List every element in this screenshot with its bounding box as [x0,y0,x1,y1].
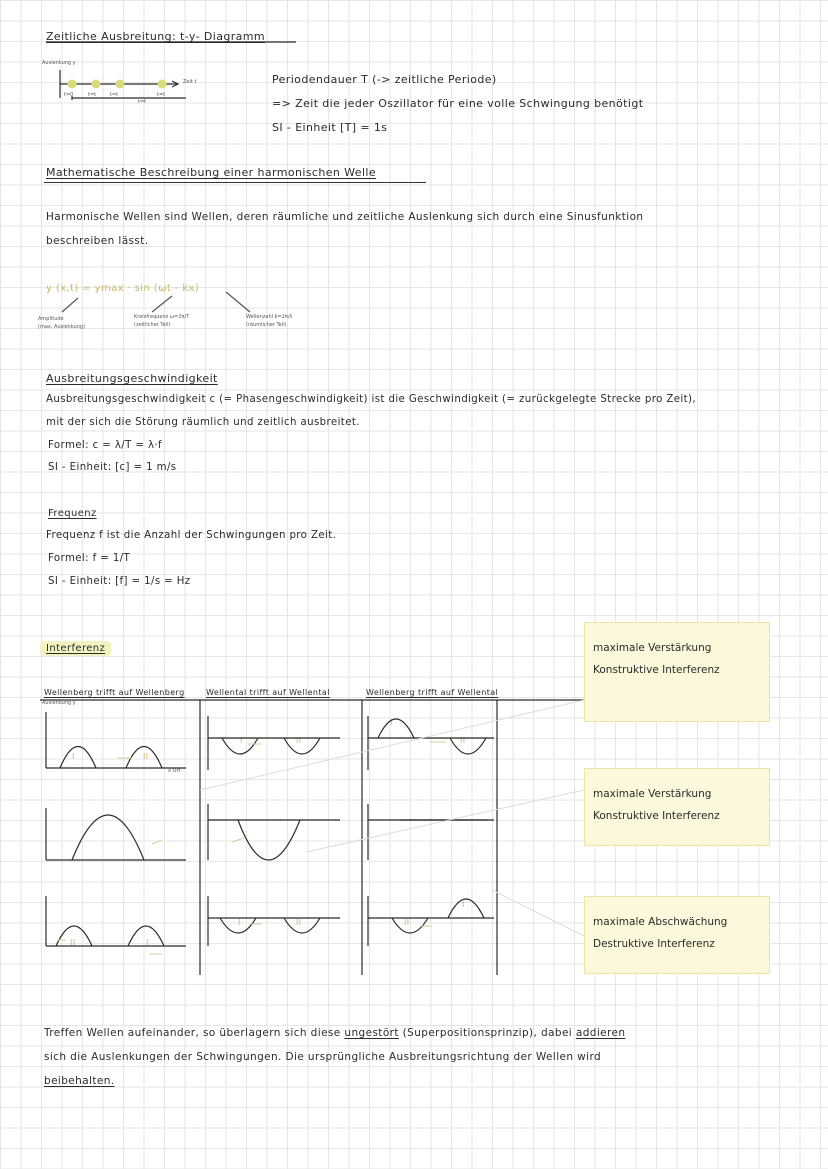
summary-line3: beibehalten. [44,1075,115,1087]
interference-axis-y: Auslenkung y [42,700,76,706]
summary-ungestoert: ungestört [344,1027,399,1039]
heading-frequenz: Frequenz [48,508,97,519]
wave-mark-row3-5: II [404,918,410,927]
column-label-berg-tal: Wellenberg trifft auf Wellental [366,688,499,697]
wave-mark-bt-1: I [390,718,393,727]
crest-combined [72,815,144,860]
summary-line2: sich die Auslenkungen der Schwingungen. Die ursprüngliche Ausbreitungsrichtung der Wellen wird [44,1051,602,1063]
heading-interferenz: Interferenz [40,641,111,656]
frequency-unit: SI - Einheit: [f] = 1/s = Hz [48,576,191,587]
wave-mark-2: II [143,752,149,761]
tick-label-2: t=t [88,92,97,98]
label-wellenzahl-sub: (räumlicher Teil) [246,322,287,328]
crest-1 [60,747,96,769]
summary-part1: Treffen Wellen aufeinander, so überlagern sich diese [44,1027,341,1039]
tick-label-3: t=t [110,92,119,98]
tick-label-4: t=t [138,99,147,105]
wave-mark-1: I [72,752,75,761]
summary-part2: (Superpositionsprinzip), dabei [402,1027,573,1039]
label-amplitude: Amplitude [38,316,64,322]
period-title: Periodendauer T (-> zeitliche Periode) [272,73,497,86]
oscillator-dot-1 [68,80,77,89]
velocity-formula: Formel: c = λ/T = λ·f [48,440,162,451]
wave-mark-row3-4: II [296,918,302,927]
wave-mark-bt-2: II [460,736,466,745]
frequency-text: Frequenz f ist die Anzahl der Schwingungen pro Zeit. [46,530,337,541]
note3-line2: Destruktive Interferenz [593,938,715,950]
pointer-omega [152,296,172,312]
tick-label-5: t=t [157,92,166,98]
velocity-text-line1: Ausbreitungsgeschwindigkeit c (= Phasengeschwindigkeit) ist die Geschwindigkeit (= zurückgelegte Strecke pro Zeit), [46,394,697,405]
heading-zeitliche-ausbreitung: Zeitliche Ausbreitung: t-y- Diagramm [46,30,266,43]
harmonic-text-line2: beschreiben lässt. [46,235,149,247]
pointer-amplitude [62,298,78,312]
crest-2 [126,747,162,769]
wave-mark-row3-6: I [462,900,465,909]
wave-mark-tal-2: II [296,736,302,745]
wave-mark-row3-1: II [70,938,76,947]
pointer-k [226,292,250,312]
heading-ausbreitungsgeschwindigkeit: Ausbreitungsgeschwindigkeit [46,372,218,385]
column-label-berg-berg: Wellenberg trifft auf Wellenberg [44,688,185,697]
oscillator-dot-4 [158,80,167,89]
note2-line2: Konstruktive Interferenz [593,810,720,822]
axis-label-x: Zeit t [183,79,197,85]
oscillator-dot-3 [116,80,125,89]
interference-axis-x: x Ort [168,768,181,774]
note2-line1: maximale Verstärkung [593,788,712,800]
wave-mark-tal-1: I [240,736,243,745]
trough-2 [284,738,320,754]
trough-1 [222,738,258,754]
velocity-text-line2: mit der sich die Störung räumlich und zeitlich ausbreitet. [46,417,360,428]
label-wellenzahl: Wellenzahl k=2π/λ [246,314,293,320]
oscillator-dot-2 [92,80,101,89]
period-definition: => Zeit die jeder Oszillator für eine volle Schwingung benötigt [272,97,644,110]
summary-addieren: addieren [575,1027,626,1039]
tick-label-1: t=0 [64,92,74,98]
note3-line1: maximale Abschwächung [593,916,728,928]
note1-line2: Konstruktive Interferenz [593,664,720,676]
note1-line1: maximale Verstärkung [593,642,712,654]
wave-mark-row3-3: I [238,918,241,927]
column-label-tal-tal: Wellental trifft auf Wellental [206,688,330,697]
frequency-formula: Formel: f = 1/T [48,553,131,564]
wave-formula: y (x,t) = ymax · sin (ωt - kx) [46,283,200,294]
axis-label-y: Auslenkung y [42,60,76,66]
velocity-unit: SI - Einheit: [c] = 1 m/s [48,462,177,473]
harmonic-text-line1: Harmonische Wellen sind Wellen, deren räumliche und zeitliche Auslenkung sich durch eine Sinusfunktion [46,211,644,223]
period-unit: SI - Einheit [T] = 1s [272,121,388,134]
trough-combined [238,820,300,860]
label-kreisfrequenz-sub: (zeitlicher Teil) [134,322,171,328]
label-kreisfrequenz: Kreisfrequenz ω=2π/T [134,314,190,320]
heading-mathematische-beschreibung: Mathematische Beschreibung einer harmonischen Welle [46,166,377,179]
wave-mark-row3-2: I [146,938,149,947]
label-amplitude-sub: (max. Auslenkung) [38,324,86,330]
